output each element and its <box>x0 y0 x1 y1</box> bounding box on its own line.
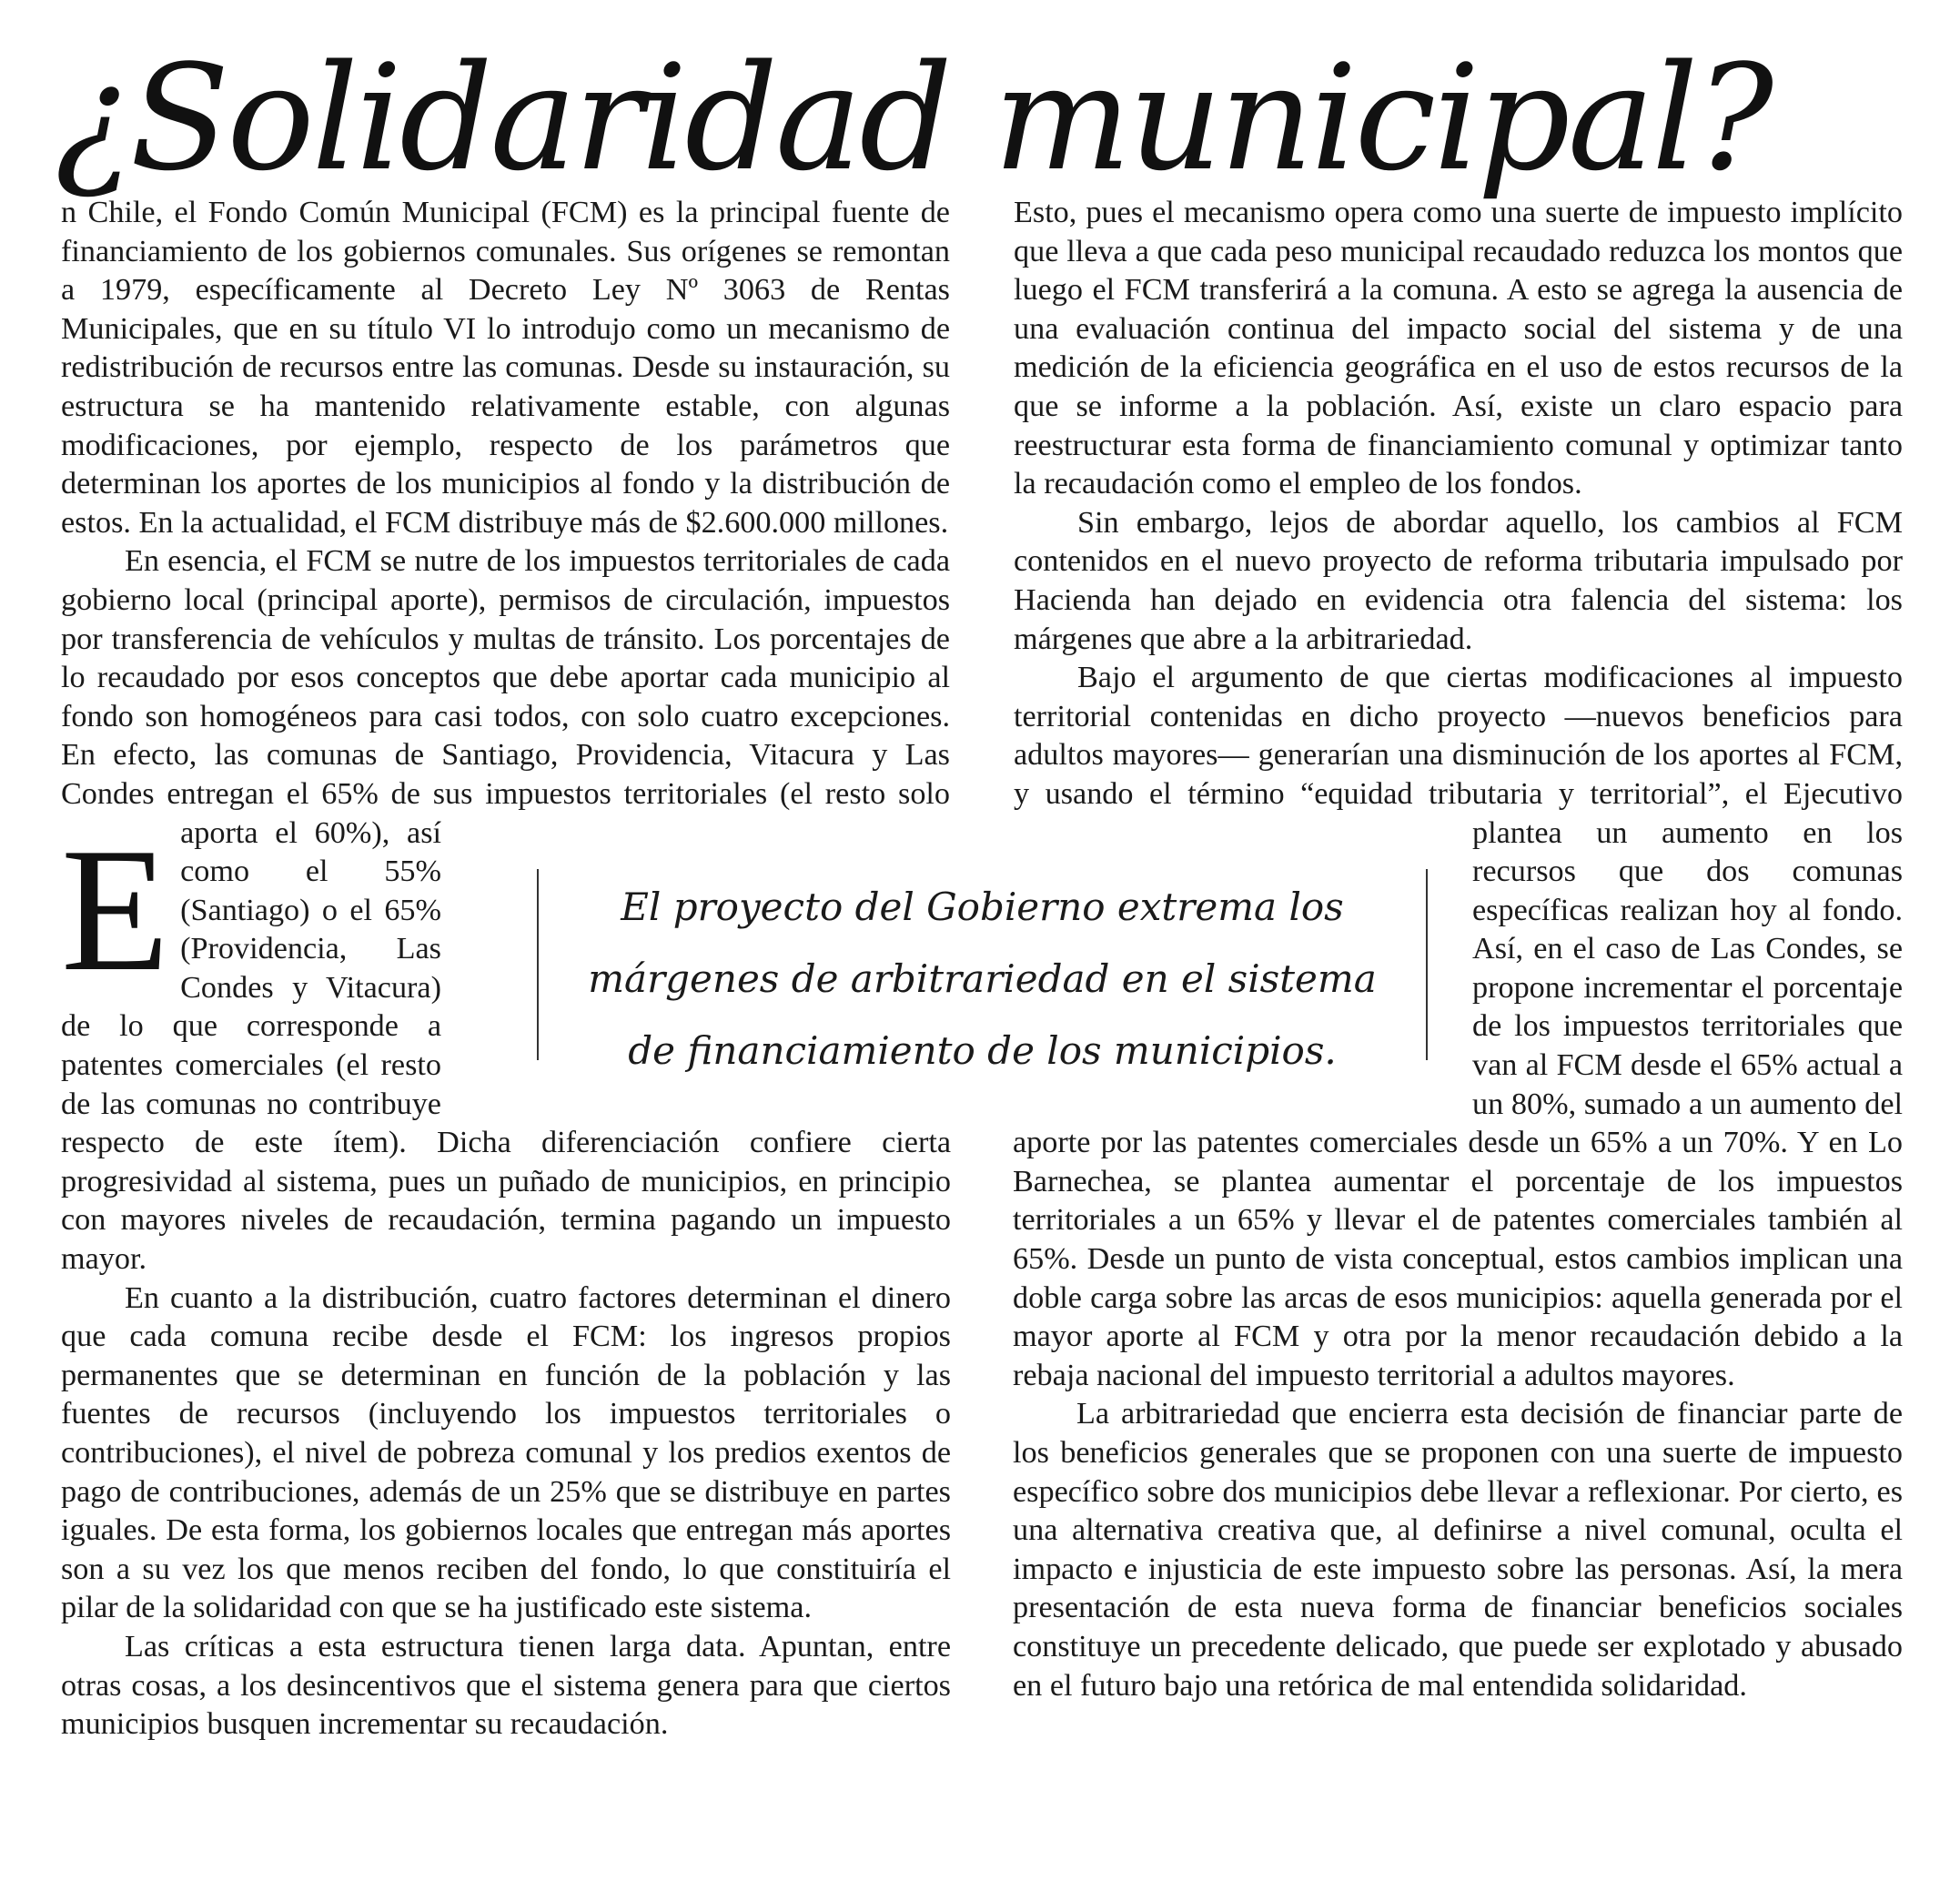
paragraph-text: n Chile, el Fondo Común Municipal (FCM) es la principal fuente de financiamiento de los gobiernos comunales. Sus orígenes se remontan a 1979, específicamente al Decreto Ley Nº 3063 de Rentas Municipales, que en su título VI lo introdujo como un mecanismo de redistribución de recursos entre las comunas. Desde su instauración, su estructura se ha mantenido relativamente estable, con algunas modificaciones, por ejemplo, respecto de los parámetros que determinan los aportes de los municipios al fondo y la distribución de estos. En la actualidad, el FCM distribuye más de $2.600.000 millones. <box>61 196 950 540</box>
pull-quote <box>537 869 1428 1073</box>
article-paragraph-8: La arbitrariedad que encierra esta decisión de financiar parte de los beneficios generales que se proponen con una suerte de impuesto específico sobre dos municipios debe llevar a reflexionar. Por cierto, es una alternativa creativa que, al definirse a nivel comunal, oculta el impacto e injusticia de este impuesto sobre las personas. Así, la mera presentación de esta nueva forma de financiar beneficios sociales constituye un precedente delicado, que puede ser explotado y abusado en el futuro bajo una retórica de mal entendida solidaridad. <box>1013 1397 1903 1703</box>
article-paragraph-6: Sin embargo, lejos de abordar aquello, los cambios al FCM contenidos en el nuevo proyecto de reforma tributaria impulsado por Hacienda han dejado en evidencia otra falencia del sistema: los márgenes que abre a la arbitrariedad. <box>1014 505 1903 656</box>
layout-spacer <box>950 194 951 838</box>
article-paragraph-3: En cuanto a la distribución, cuatro factores determinan el dinero que cada comuna recibe desde el FCM: los ingresos propios permanentes que se determinan en función de la población y las fuentes de recursos (incluyendo los impuestos territoriales o contribuciones), el nivel de pobreza comunal y los predios exentos de pago de contribuciones, además de un 25% que se distribuye en partes iguales. De esta forma, los gobiernos locales que entregan más aportes son a su vez los que menos reciben del fondo, lo que constituiría el pilar de la solidaridad con que se ha justificado este sistema. <box>61 1280 951 1625</box>
article-paragraph-5: Esto, pues el mecanismo opera como una suerte de impuesto implícito que lleva a que cada peso municipal recaudado reduzca los montos que luego el FCM transferirá a la comuna. A esto se agrega la ausencia de una evaluación continua del impacto social del sistema y de una medición de la eficiencia geográfica en el uso de estos recursos de la que se informe a la población. Así, existe un claro espacio para reestructurar esta forma de financiamiento comunal y optimizar tanto la recaudación como el empleo de los fondos. <box>1014 196 1903 501</box>
article-paragraph-2: En esencia, el FCM se nutre de los impuestos territoriales de cada gobierno local (principal aporte), permisos de circulación, impuestos por transferencia de vehículos y multas de tránsito. Los porcentajes de lo recaudado por esos conceptos que debe aportar cada municipio al fondo son homogéneos para casi todos, con solo cuatro excepciones. En efecto, las comunas de Santiago, Providencia, Vitacura y Las Condes entregan el 65% de sus impuestos territoriales (el resto solo aporta el 60%), así como el 55% (Santiago) o el 65% (Providencia, Las Condes y Vitacura) de lo que corresponde a patentes comerciales (el resto de las comunas no contribuye respecto de este ítem). Dicha diferenciación confiere cierta progresividad al sistema, pues un puñado de municipios, en principio con mayores niveles de recaudación, termina pagando un impuesto mayor. <box>61 544 951 1277</box>
article-paragraph-4: Las críticas a esta estructura tienen larga data. Apuntan, entre otras cosas, a los desincentivos que el sistema genera para que ciertos municipios busquen incrementar su recaudación. <box>61 1629 951 1742</box>
drop-cap: E <box>61 812 170 1008</box>
article-paragraph-7: Bajo el argumento de que ciertas modificaciones al impuesto territorial contenidas en dicho proyecto —nuevos beneficios para adultos mayores— generarían una disminución de los aportes al FCM, y usando el término “equidad tributaria y territorial”, el Ejecutivo plantea un aumento en los recursos que dos comunas específicas realizan hoy al fondo. Así, en el caso de Las Condes, se propone incrementar el porcentaje de los impuestos territoriales que van al FCM desde el 65% actual a un 80%, sumado a un aumento del aporte por las patentes comerciales desde un 65% a un 70%. Y en Lo Barnechea, se plantea aumentar el porcentaje de los impuestos territoriales a un 65% y llevar el de patentes comerciales también al 65%. Desde un punto de vista conceptual, estos cambios implican una doble carga sobre las arcas de esos municipios: aquella generada por el mayor aporte al FCM y otra por la menor recaudación debido a la rebaja nacional del impuesto territorial a adultos mayores. <box>1013 661 1903 1392</box>
pull-quote-text: El proyecto del Gobierno extrema los márgenes de arbitrariedad en el sistema de financiamiento de los municipios. <box>588 885 1377 1073</box>
headline: ¿Solidaridad municipal? <box>55 33 1772 203</box>
